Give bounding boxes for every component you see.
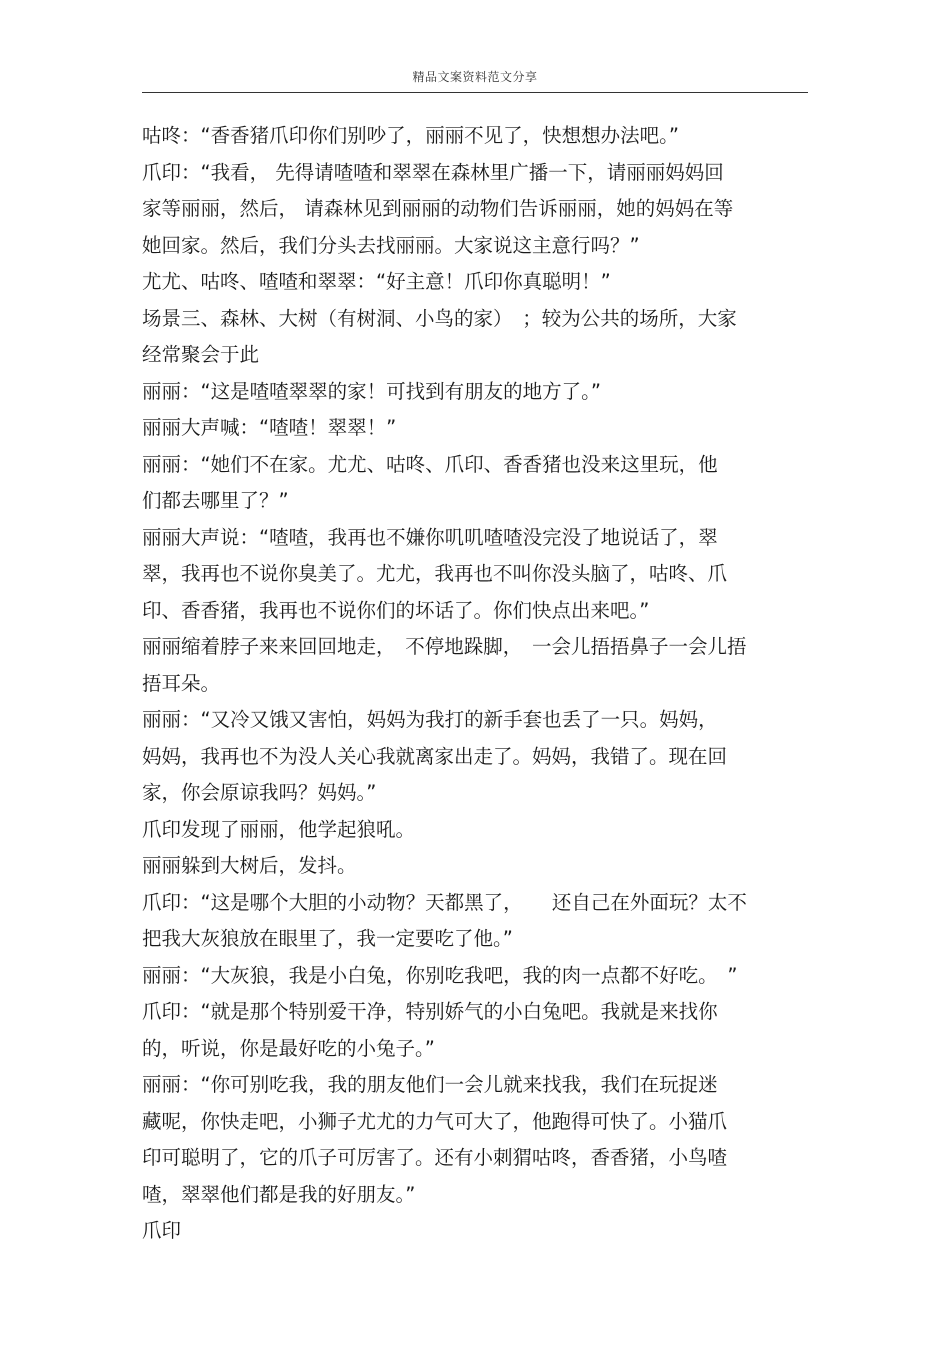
body-line: 咕咚：“香香猪爪印你们别吵了，丽丽不见了，快想想办法吧。” [142, 124, 679, 147]
body-line: 印可聪明了，它的爪子可厉害了。还有小刺猬咕咚，香香猪，小鸟喳 [142, 1146, 728, 1169]
body-line: 场景三、森林、大树（有树洞、小鸟的家） ；较为公共的场所，大家 [142, 306, 737, 330]
body-line: 藏呢，你快走吧，小狮子尤尤的力气可大了，他跑得可快了。小猫爪 [142, 1109, 728, 1133]
body-line: 爪印 [142, 1219, 182, 1242]
body-line: 家，你会原谅我吗？妈妈。” [142, 781, 377, 804]
body-line: 丽丽缩着脖子来来回回地走， 不停地跺脚， 一会儿捂捂鼻子一会儿捂 [142, 635, 747, 658]
body-line: 丽丽大声说：“喳喳，我再也不嫌你叽叽喳喳没完没了地说话了，翠 [142, 525, 718, 549]
body-line: 丽丽：“她们不在家。尤尤、咕咚、爪印、香香猪也没来这里玩，他 [142, 452, 718, 476]
body-line: 丽丽躲到大树后，发抖。 [142, 854, 357, 877]
body-line: 爪印发现了丽丽，他学起狼吼。 [142, 817, 416, 841]
body-line: 翠，我再也不说你臭美了。尤尤，我再也不叫你没头脑了，咕咚、爪 [142, 562, 728, 585]
body-line: 丽丽：“你可别吃我，我的朋友他们一会儿就来找我，我们在玩捉迷 [142, 1073, 718, 1096]
body-line: 家等丽丽，然后， 请森林见到丽丽的动物们告诉丽丽，她的妈妈在等 [142, 197, 734, 220]
body-line: 丽丽大声喊：“喳喳！翠翠！” [142, 416, 397, 439]
body-line: 的，听说，你是最好吃的小兔子。” [142, 1036, 435, 1060]
body-line: 她回家。然后，我们分头去找丽丽。大家说这主意行吗？” [142, 233, 640, 257]
body-line: 捂耳朵。 [142, 671, 221, 695]
body-line: 妈妈，我再也不为没人关心我就离家出走了。妈妈，我错了。现在回 [142, 744, 728, 768]
body-line: 喳，翠翠他们都是我的好朋友。” [142, 1182, 416, 1206]
body-line: 爪印：“这是哪个大胆的小动物？天都黑了， 还自己在外面玩？太不 [142, 890, 747, 914]
body-line: 印、香香猪，我再也不说你们的坏话了。你们快点出来吧。” [142, 598, 650, 622]
body-line: 丽丽：“这是喳喳翠翠的家！可找到有朋友的地方了。” [142, 379, 601, 403]
body-line: 把我大灰狼放在眼里了，我一定要吃了他。” [142, 927, 513, 950]
body-line: 爪印：“我看， 先得请喳喳和翠翠在森林里广播一下，请丽丽妈妈回 [142, 160, 724, 184]
document-body [142, 118, 802, 1250]
body-line: 尤尤、咕咚、喳喳和翠翠：“好主意！爪印你真聪明！” [142, 270, 611, 293]
header-title: 精品文案资料范文分享 [412, 70, 538, 84]
page-header [142, 66, 808, 93]
body-line: 丽丽：“又冷又饿又害怕，妈妈为我打的新手套也丢了一只。妈妈， [142, 708, 718, 731]
body-line: 丽丽：“大灰狼，我是小白兔，你别吃我吧，我的肉一点都不好吃。 ” [142, 963, 738, 987]
body-line: 爪印：“就是那个特别爱干净，特别娇气的小白兔吧。我就是来找你 [142, 1000, 718, 1023]
body-line: 经常聚会于此 [142, 343, 260, 366]
body-line: 们都去哪里了？” [142, 489, 289, 512]
